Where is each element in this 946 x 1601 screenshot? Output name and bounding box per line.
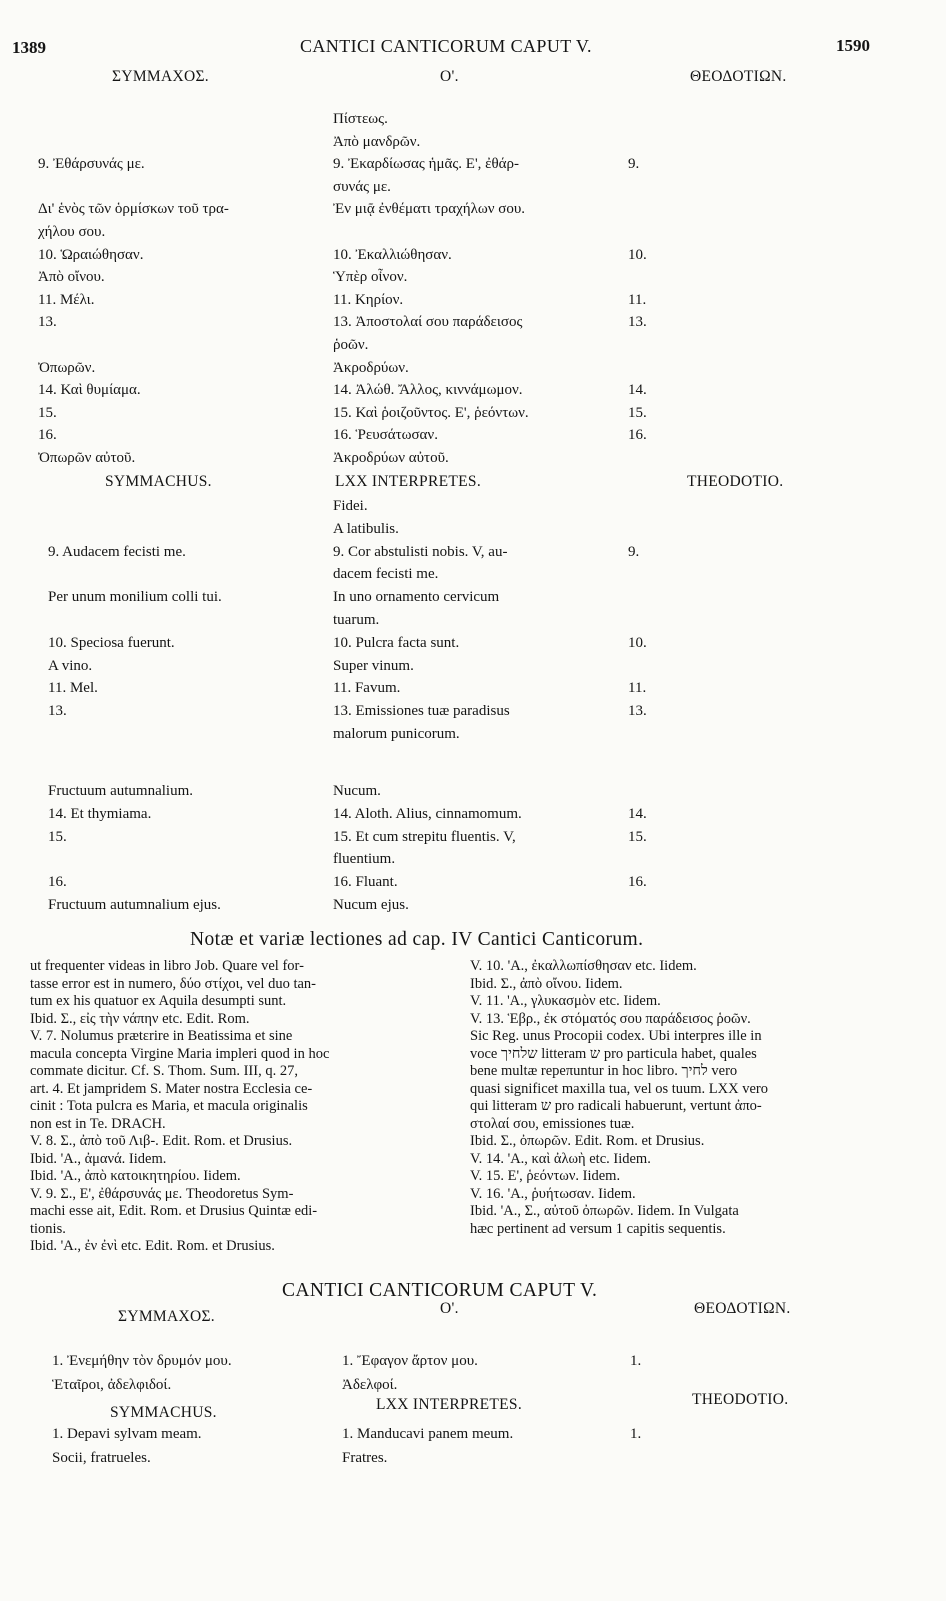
row-sym-cell: 15.: [48, 828, 67, 845]
row-lxx-cell: 10. Ἐκαλλιώθησαν.: [333, 246, 452, 263]
row-sym-cell: Ἑταῖροι, ἀδελφιδοί.: [52, 1377, 172, 1393]
row-lxx-cell: fluentium.: [333, 851, 396, 868]
row-th-cell: 10.: [628, 246, 647, 263]
row-sym-cell: 14. Et thymiama.: [48, 805, 152, 822]
row-sym-cell: 13.: [48, 703, 67, 720]
note-line: hæc pertinent ad versum 1 capitis sequentis.: [470, 1220, 726, 1237]
row-lxx-cell: Super vinum.: [333, 657, 414, 674]
note-line: machi esse ait, Edit. Rom. et Drusius Quintæ edi-: [30, 1203, 318, 1219]
note-line: Sic Reg. unus Procopii codex. Ubi interpres ille in: [470, 1028, 762, 1044]
note-line: macula concepta Virgine Maria impleri quod in hoc: [30, 1045, 330, 1062]
row-lxx-cell: 15. Καὶ ῥοιζοῦντος. Ε', ῥεόντων.: [333, 404, 529, 421]
note-line: Ibid. Σ., ἀπὸ οἴνου. Iidem.: [470, 975, 623, 992]
note-line: art. 4. Et jampridem S. Mater nostra Ecclesia ce-: [30, 1080, 313, 1097]
caput-title: CANTICI CANTICORUM CAPUT V.: [282, 1280, 598, 1301]
row-lxx-cell: 9. Cor abstulisti nobis. V, au-: [333, 543, 508, 560]
row-sym-cell: Ὀπωρῶν αὐτοῦ.: [38, 450, 136, 466]
row-sym-cell: 1. Depavi sylvam meam.: [52, 1426, 202, 1442]
row-sym-cell: 16.: [38, 427, 57, 444]
latin-head-theodotion: THEODOTIO.: [687, 473, 784, 490]
latin-head-lxx: LXX INTERPRETES.: [335, 473, 482, 490]
note-line: V. 15. Ε', ῥεόντων. Iidem.: [470, 1168, 621, 1184]
note-line: Ibid. 'A., Σ., αὐτοῦ ὀπωρῶν. Iidem. In Vulgata: [470, 1203, 739, 1219]
row-sym-cell: χήλου σου.: [38, 224, 106, 240]
note-line: tionis.: [30, 1220, 66, 1237]
row-lxx-cell: dacem fecisti me.: [333, 566, 439, 583]
row-lxx-cell: tuarum.: [333, 612, 380, 628]
row-th-cell: 16.: [628, 874, 647, 891]
row-lxx-cell: Πίστεως.: [333, 111, 388, 127]
row-lxx-cell: malorum punicorum.: [333, 726, 460, 742]
note-line: V. 8. Σ., ἀπὸ τοῦ Λιβ-. Edit. Rom. et Drusius.: [30, 1133, 293, 1149]
greek-head-lxx: Ο'.: [440, 68, 459, 85]
row-th-cell: 9.: [628, 543, 640, 560]
note-line: cinit : Tota pulcra es Maria, et macula originalis: [30, 1098, 308, 1114]
row-sym-cell: 9. Audacem fecisti me.: [48, 543, 186, 560]
row-lxx-cell: In uno ornamento cervicum: [333, 589, 500, 606]
row-lxx-cell: Ἐν μιᾷ ἐνθέματι τραχήλων σου.: [333, 201, 526, 218]
row-th-cell: 11.: [628, 291, 647, 308]
row-lxx-cell: 9. Ἐκαρδίωσας ἡμᾶς. Ε', ἐθάρ-: [333, 156, 519, 173]
latin-head-symmachus: SYMMACHUS.: [105, 473, 212, 490]
row-sym-cell: Ἀπὸ οἴνου.: [38, 269, 105, 286]
row-th-cell: 1.: [630, 1353, 642, 1369]
row-sym-cell: 10. Speciosa fuerunt.: [48, 634, 175, 651]
running-title: CANTICI CANTICORUM CAPUT V.: [300, 36, 592, 56]
note-line: V. 14. 'A., καὶ ἀλωὴ etc. Iidem.: [470, 1150, 651, 1167]
row-th-cell: 1.: [630, 1426, 642, 1442]
row-lxx-cell: Nucum.: [333, 783, 381, 799]
note-line: Ibid. 'A., ἀμανά. Iidem.: [30, 1150, 167, 1167]
row-th-cell: 14.: [628, 382, 647, 399]
greek-head-symmachus: ΣΥΜΜΑΧΟΣ.: [112, 68, 209, 85]
note-line: V. 16. 'A., ῥυήτωσαν. Iidem.: [470, 1185, 636, 1202]
notes-left-column: [30, 958, 456, 1256]
caput-greek-head-lxx: Ο'.: [440, 1300, 459, 1317]
caput-greek-head-symmachus: ΣΥΜΜΑΧΟΣ.: [118, 1308, 215, 1325]
row-lxx-cell: 11. Favum.: [333, 680, 401, 697]
note-line: voce שלחיך litteram ש pro particula habet, quales: [470, 1045, 757, 1062]
row-lxx-cell: Ἀδελφοί.: [342, 1377, 398, 1393]
row-lxx-cell: Ὑπὲρ οἶνον.: [333, 269, 408, 286]
row-th-cell: 13.: [628, 314, 647, 331]
row-lxx-cell: 16. Fluant.: [333, 874, 398, 891]
note-line: non est in Te. DRACH.: [30, 1115, 166, 1132]
row-sym-cell: Fructuum autumnalium ejus.: [48, 897, 221, 913]
note-line: V. 9. Σ., Ε', ἐθάρσυνάς με. Theodoretus Sym-: [30, 1185, 294, 1202]
row-sym-cell: Ὀπωρῶν.: [38, 359, 96, 376]
notes-title: Notæ et variæ lectiones ad cap. IV Cantici Canticorum.: [190, 929, 644, 950]
row-sym-cell: Fructuum autumnalium.: [48, 783, 193, 799]
row-lxx-cell: 1. Ἔφαγον ἄρτον μου.: [342, 1353, 478, 1369]
row-lxx-cell: ῥοῶν.: [333, 337, 369, 353]
note-line: tum ex his quatuor ex Aquila desumpti sunt.: [30, 993, 287, 1009]
row-lxx-cell: 16. Ῥευσάτωσαν.: [333, 427, 438, 444]
row-lxx-cell: συνάς με.: [333, 178, 391, 195]
row-lxx-cell: 11. Κηρίον.: [333, 291, 404, 308]
row-lxx-cell: A latibulis.: [333, 520, 399, 537]
row-sym-cell: 11. Μέλι.: [38, 291, 95, 308]
row-sym-cell: 11. Mel.: [48, 680, 98, 697]
note-line: V. 7. Nolumus prætεrire in Beatissima et sine: [30, 1028, 293, 1044]
note-line: Ibid. 'A., ἀπὸ κατοικητηρίου. Iidem.: [30, 1168, 241, 1184]
caput-latin-head-symmachus: SYMMACHUS.: [110, 1404, 217, 1421]
row-lxx-cell: 13. Emissiones tuæ paradisus: [333, 703, 510, 720]
row-lxx-cell: 1. Manducavi panem meum.: [342, 1426, 514, 1442]
row-sym-cell: 10. Ὡραιώθησαν.: [38, 246, 144, 263]
note-line: Ibid. 'A., ἐν ἐνὶ etc. Edit. Rom. et Drusius.: [30, 1238, 275, 1254]
row-sym-cell: Socii, fratrueles.: [52, 1450, 151, 1466]
caput-latin-head-lxx: LXX INTERPRETES.: [376, 1396, 523, 1413]
row-lxx-cell: Nucum ejus.: [333, 897, 409, 913]
row-sym-cell: 15.: [38, 404, 57, 421]
row-th-cell: 9.: [628, 156, 640, 173]
note-line: qui litteram ש pro radicali habuerunt, vertunt ἀπο-: [470, 1098, 762, 1114]
note-line: commate dicitur. Cf. S. Thom. Sum. III, q. 27,: [30, 1063, 298, 1079]
row-sym-cell: Per unum monilium colli tui.: [48, 589, 222, 606]
row-th-cell: 15.: [628, 404, 647, 421]
note-line: V. 13. Ἑβρ., ἐκ στόματός σου παράδεισος ῥοῶν.: [470, 1010, 751, 1027]
note-line: Ibid. Σ., εἰς τὴν νάπην etc. Edit. Rom.: [30, 1010, 250, 1027]
row-lxx-cell: Fratres.: [342, 1450, 388, 1466]
row-lxx-cell: Fidei.: [333, 498, 368, 514]
note-line: tasse error est in numero, δύο στίχοι, vel duo tan-: [30, 975, 316, 992]
page-number-left: 1389: [12, 38, 46, 57]
note-line: ut frequenter videas in libro Job. Quare vel for-: [30, 958, 304, 974]
caput-latin-head-theodotion: THEODOTIO.: [692, 1391, 789, 1408]
note-line: quasi significet maxilla tua, vel os tuum. LXX vero: [470, 1080, 768, 1097]
row-th-cell: 16.: [628, 427, 647, 444]
row-sym-cell: 13.: [38, 314, 57, 331]
row-sym-cell: Δι' ἑνὸς τῶν ὁρμίσκων τοῦ τρα-: [38, 201, 229, 218]
caput-greek-head-theodotion: ΘΕΟΔΟΤΙΩΝ.: [694, 1300, 791, 1317]
note-line: V. 11. 'A., γλυκασμὸν etc. Iidem.: [470, 993, 661, 1009]
note-line: Ibid. Σ., ὀπωρῶν. Edit. Rom. et Drusius.: [470, 1133, 705, 1149]
row-th-cell: 15.: [628, 828, 647, 845]
row-lxx-cell: Ἀκροδρύων αὐτοῦ.: [333, 450, 449, 466]
row-sym-cell: 16.: [48, 874, 67, 891]
row-sym-cell: 1. Ἐνεμήθην τὸν δρυμόν μου.: [52, 1353, 232, 1369]
row-lxx-cell: 10. Pulcra facta sunt.: [333, 634, 460, 651]
row-th-cell: 14.: [628, 805, 647, 822]
note-line: V. 10. 'A., ἐκαλλωπίσθησαν etc. Iidem.: [470, 958, 697, 974]
row-th-cell: 10.: [628, 634, 647, 651]
row-lxx-cell: 13. Ἀποστολαί σου παράδεισος: [333, 314, 523, 331]
row-lxx-cell: Ἀπὸ μανδρῶν.: [333, 133, 421, 150]
row-th-cell: 11.: [628, 680, 647, 697]
page-number-right: 1590: [836, 36, 870, 55]
greek-head-theodotion: ΘΕΟΔΟΤΙΩΝ.: [690, 68, 787, 85]
row-sym-cell: A vino.: [48, 657, 93, 674]
row-lxx-cell: Ἀκροδρύων.: [333, 359, 409, 376]
note-line: bene multæ repeπuntur in hoc libro. לחיך vero: [470, 1063, 738, 1079]
notes-right-column: [470, 958, 900, 1238]
row-lxx-cell: 15. Et cum strepitu fluentis. V,: [333, 828, 516, 845]
row-th-cell: 13.: [628, 703, 647, 720]
row-lxx-cell: 14. Aloth. Alius, cinnamomum.: [333, 805, 522, 822]
row-sym-cell: 9. Ἐθάρσυνάς με.: [38, 156, 145, 173]
row-lxx-cell: 14. Ἀλώθ. Ἄλλος, κιννάμωμον.: [333, 382, 523, 399]
row-sym-cell: 14. Καὶ θυμίαμα.: [38, 382, 141, 399]
note-line: στολαί σου, emissiones tuæ.: [470, 1115, 635, 1132]
